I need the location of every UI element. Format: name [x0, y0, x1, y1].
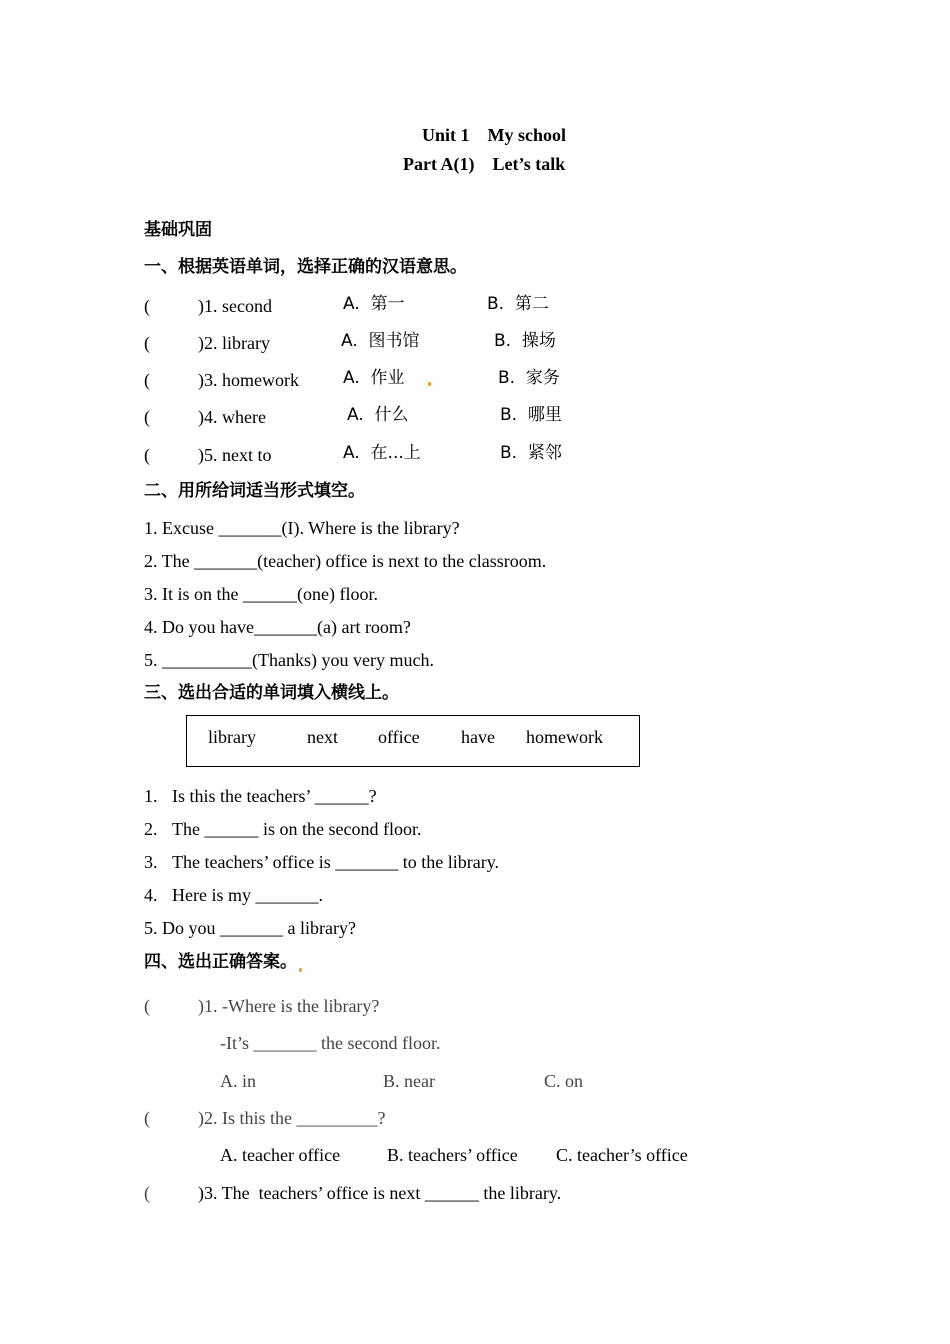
option-a: A. teacher office: [220, 1145, 341, 1165]
question-word: )1. second: [198, 296, 272, 316]
question-text: )1. -Where is the library?: [198, 996, 380, 1016]
question-text: )3. The teachers’ office is next ______ the library.: [198, 1183, 562, 1203]
section4-heading: 四、选出正确答案。: [144, 952, 297, 972]
section1-heading: 一、根据英语单词，选择正确的汉语意思。: [144, 257, 467, 277]
fill-blank-item: 3. It is on the ______(one) floor.: [144, 584, 378, 604]
stray-mark-dot: [299, 968, 302, 972]
word-bank-word: have: [461, 727, 495, 747]
page-subtitle: Part A(1) Let’s talk: [403, 154, 566, 174]
option-a: A. 图书馆: [341, 331, 420, 351]
option-b: B. 第二: [487, 294, 549, 314]
option-b: B. 紧邻: [500, 443, 562, 463]
word-bank-word: homework: [526, 727, 603, 747]
word-bank-word: next: [307, 727, 338, 747]
item-text: Is this the teachers’ ______?: [172, 786, 377, 806]
item-number: 4.: [144, 885, 158, 905]
word-bank-word: office: [378, 727, 420, 747]
item-text: The ______ is on the second floor.: [172, 819, 422, 839]
section2-heading: 二、用所给词适当形式填空。: [144, 481, 365, 501]
item-number: 3.: [144, 852, 158, 872]
page-title: Unit 1 My school: [422, 125, 566, 145]
option-b: B. 哪里: [500, 405, 562, 425]
word-bank-word: library: [208, 727, 256, 747]
option-b: B. teachers’ office: [387, 1145, 518, 1165]
section3-heading: 三、选出合适的单词填入横线上。: [144, 683, 399, 703]
answer-paren: (: [144, 370, 150, 390]
answer-paren: (: [144, 333, 150, 353]
question-word: )2. library: [198, 333, 270, 353]
option-a: A. 第一: [343, 294, 405, 314]
section-basic-heading: 基础巩固: [144, 220, 212, 240]
option-b: B. 操场: [494, 331, 556, 351]
answer-paren: (: [144, 1108, 150, 1128]
option-a: A. 在...上: [343, 443, 421, 463]
option-b: B. 家务: [498, 368, 560, 388]
fill-blank-item: 2. The _______(teacher) office is next to the classroom.: [144, 551, 547, 571]
question-word: )4. where: [198, 407, 266, 427]
answer-paren: (: [144, 445, 150, 465]
stray-mark-dot: [428, 382, 431, 386]
item-text: 5. Do you _______ a library?: [144, 918, 356, 938]
answer-paren: (: [144, 407, 150, 427]
question-word: )3. homework: [198, 370, 299, 390]
item-text: Here is my _______.: [172, 885, 323, 905]
option-c: C. on: [544, 1071, 584, 1091]
item-text: The teachers’ office is _______ to the library.: [172, 852, 500, 872]
fill-blank-item: 4. Do you have_______(a) art room?: [144, 617, 411, 637]
answer-paren: (: [144, 296, 150, 316]
item-number: 1.: [144, 786, 158, 806]
question-text: )2. Is this the _________?: [198, 1108, 386, 1128]
question-word: )5. next to: [198, 445, 272, 465]
option-c: C. teacher’s office: [556, 1145, 688, 1165]
option-a: A. 什么: [347, 405, 409, 425]
fill-blank-item: 5. __________(Thanks) you very much.: [144, 650, 434, 670]
item-number: 2.: [144, 819, 158, 839]
option-a: A. 作业: [343, 368, 405, 388]
option-b: B. near: [383, 1071, 435, 1091]
answer-paren: (: [144, 1183, 150, 1203]
fill-blank-item: 1. Excuse _______(I). Where is the library?: [144, 518, 460, 538]
question-text: -It’s _______ the second floor.: [220, 1033, 441, 1053]
option-a: A. in: [220, 1071, 256, 1091]
answer-paren: (: [144, 996, 150, 1016]
